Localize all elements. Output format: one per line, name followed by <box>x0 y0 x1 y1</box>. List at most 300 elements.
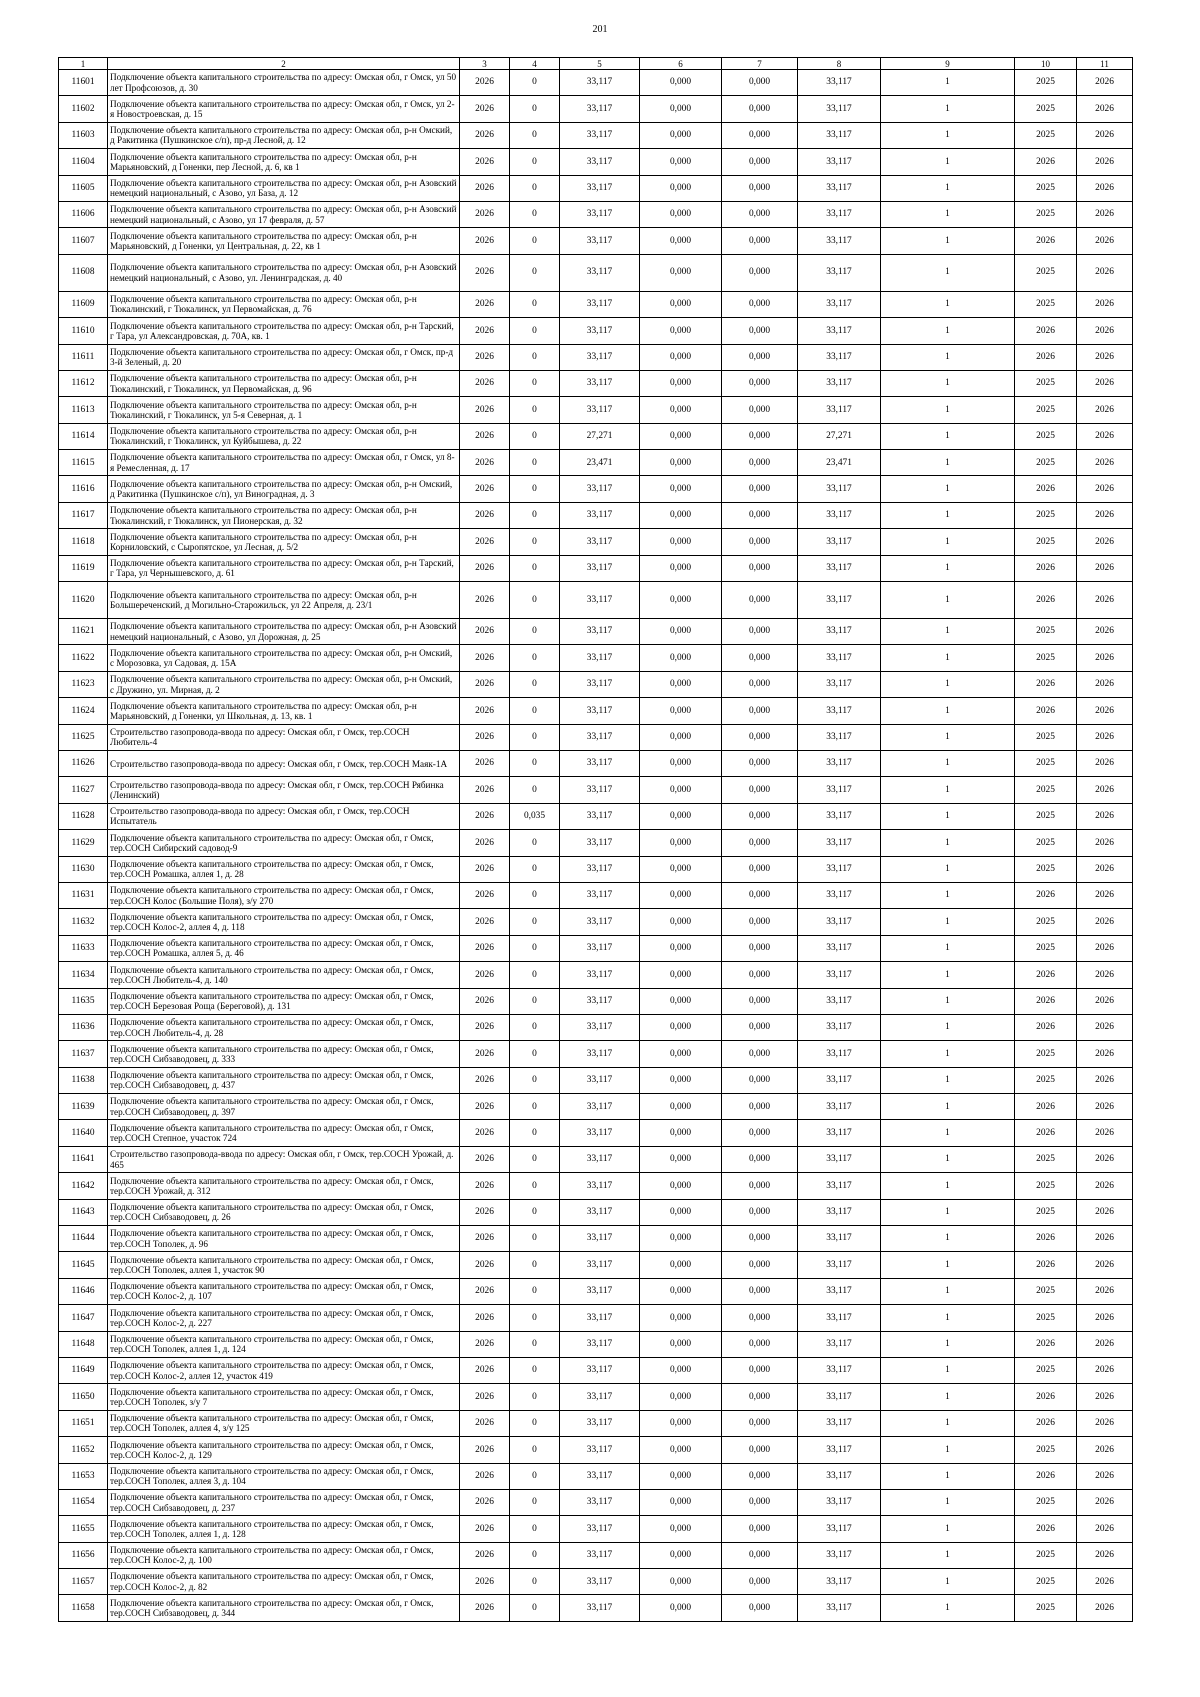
col6-cell: 0,000 <box>640 1252 722 1278</box>
col11-cell: 2026 <box>1077 645 1133 671</box>
col10-cell: 2025 <box>1015 201 1077 227</box>
table-row <box>59 1569 1133 1595</box>
col7-cell: 0,000 <box>722 1014 798 1040</box>
col6-cell: 0,000 <box>640 370 722 396</box>
row-number-cell: 11632 <box>59 909 108 935</box>
row-number-cell: 11633 <box>59 935 108 961</box>
col8-cell: 33,117 <box>798 1489 881 1515</box>
col8-cell: 33,117 <box>798 645 881 671</box>
col6-cell: 0,000 <box>640 397 722 423</box>
col8-cell: 33,117 <box>798 397 881 423</box>
col11-cell: 2026 <box>1077 1516 1133 1542</box>
description-cell: Подключение объекта капитального строительства по адресу: Омская обл, г Омск, тер.СОСН Любитель-4, д. 28 <box>108 1014 460 1040</box>
row-number-cell: 11636 <box>59 1014 108 1040</box>
col3-cell: 2026 <box>460 96 510 122</box>
col9-cell: 1 <box>881 830 1015 856</box>
col6-cell: 0,000 <box>640 724 722 750</box>
col6-cell: 0,000 <box>640 1173 722 1199</box>
col7-cell: 0,000 <box>722 803 798 829</box>
col9-cell: 1 <box>881 555 1015 581</box>
col9-cell: 1 <box>881 175 1015 201</box>
col8-cell: 33,117 <box>798 1146 881 1172</box>
col7-cell: 0,000 <box>722 175 798 201</box>
col10-cell: 2025 <box>1015 397 1077 423</box>
col4-cell: 0 <box>510 555 560 581</box>
table-row <box>59 1410 1133 1436</box>
table-row <box>59 1226 1133 1252</box>
row-number-cell: 11641 <box>59 1146 108 1172</box>
col5-cell: 33,117 <box>560 1463 640 1489</box>
description-cell: Подключение объекта капитального строительства по адресу: Омская обл, р-н Марьяновский, д Гоненки, пер Лесной, д. 6, кв 1 <box>108 149 460 175</box>
description-cell: Подключение объекта капитального строительства по адресу: Омская обл, г Омск, тер.СОСН Тополек, аллея 1, д. 124 <box>108 1331 460 1357</box>
col11-cell: 2026 <box>1077 254 1133 291</box>
col11-cell: 2026 <box>1077 777 1133 803</box>
column-number: 8 <box>798 58 881 70</box>
col6-cell: 0,000 <box>640 1278 722 1304</box>
table-row <box>59 1120 1133 1146</box>
col5-cell: 33,117 <box>560 1146 640 1172</box>
col6-cell: 0,000 <box>640 318 722 344</box>
col3-cell: 2026 <box>460 344 510 370</box>
col11-cell: 2026 <box>1077 830 1133 856</box>
table-row <box>59 423 1133 449</box>
col4-cell: 0 <box>510 201 560 227</box>
col4-cell: 0 <box>510 1120 560 1146</box>
description-cell: Строительство газопровода-ввода по адресу: Омская обл, г Омск, тер.СОСН Маяк-1А <box>108 750 460 776</box>
table-row <box>59 724 1133 750</box>
col10-cell: 2026 <box>1015 1014 1077 1040</box>
col6-cell: 0,000 <box>640 70 722 96</box>
col3-cell: 2026 <box>460 1173 510 1199</box>
col9-cell: 1 <box>881 122 1015 148</box>
row-number-cell: 11619 <box>59 555 108 581</box>
col9-cell: 1 <box>881 1014 1015 1040</box>
col4-cell: 0 <box>510 582 560 619</box>
col5-cell: 33,117 <box>560 1278 640 1304</box>
row-number-cell: 11628 <box>59 803 108 829</box>
col11-cell: 2026 <box>1077 397 1133 423</box>
col6-cell: 0,000 <box>640 882 722 908</box>
col11-cell: 2026 <box>1077 1041 1133 1067</box>
table-row <box>59 1542 1133 1568</box>
col3-cell: 2026 <box>460 397 510 423</box>
description-cell: Подключение объекта капитального строительства по адресу: Омская обл, р-н Тарский, г Тара, ул Александровская, д. 70А, кв. 1 <box>108 318 460 344</box>
col8-cell: 33,117 <box>798 122 881 148</box>
col3-cell: 2026 <box>460 582 510 619</box>
col6-cell: 0,000 <box>640 502 722 528</box>
col11-cell: 2026 <box>1077 96 1133 122</box>
col5-cell: 33,117 <box>560 882 640 908</box>
col9-cell: 1 <box>881 619 1015 645</box>
row-number-cell: 11613 <box>59 397 108 423</box>
col7-cell: 0,000 <box>722 856 798 882</box>
col7-cell: 0,000 <box>722 1331 798 1357</box>
col10-cell: 2025 <box>1015 254 1077 291</box>
col6-cell: 0,000 <box>640 175 722 201</box>
col8-cell: 27,271 <box>798 423 881 449</box>
column-number: 9 <box>881 58 1015 70</box>
col5-cell: 33,117 <box>560 935 640 961</box>
col8-cell: 33,117 <box>798 1173 881 1199</box>
col8-cell: 33,117 <box>798 1305 881 1331</box>
row-number-cell: 11646 <box>59 1278 108 1304</box>
col7-cell: 0,000 <box>722 582 798 619</box>
col3-cell: 2026 <box>460 1252 510 1278</box>
table-row <box>59 318 1133 344</box>
table-row <box>59 803 1133 829</box>
col10-cell: 2026 <box>1015 962 1077 988</box>
col7-cell: 0,000 <box>722 830 798 856</box>
description-cell: Подключение объекта капитального строительства по адресу: Омская обл, г Омск, тер.СОСН Колос-2, д. 82 <box>108 1569 460 1595</box>
col8-cell: 33,117 <box>798 476 881 502</box>
row-number-cell: 11658 <box>59 1595 108 1621</box>
col5-cell: 33,117 <box>560 1569 640 1595</box>
col4-cell: 0 <box>510 175 560 201</box>
col7-cell: 0,000 <box>722 1252 798 1278</box>
col4-cell: 0 <box>510 962 560 988</box>
col7-cell: 0,000 <box>722 1384 798 1410</box>
col8-cell: 33,117 <box>798 1331 881 1357</box>
register-table <box>58 57 1133 1622</box>
row-number-cell: 11624 <box>59 698 108 724</box>
description-cell: Строительство газопровода-ввода по адресу: Омская обл, г Омск, тер.СОСН Испытатель <box>108 803 460 829</box>
col4-cell: 0 <box>510 830 560 856</box>
col10-cell: 2025 <box>1015 370 1077 396</box>
col3-cell: 2026 <box>460 1357 510 1383</box>
col8-cell: 33,117 <box>798 882 881 908</box>
col9-cell: 1 <box>881 476 1015 502</box>
col10-cell: 2025 <box>1015 1067 1077 1093</box>
col6-cell: 0,000 <box>640 1199 722 1225</box>
column-number: 6 <box>640 58 722 70</box>
row-number-cell: 11640 <box>59 1120 108 1146</box>
row-number-cell: 11656 <box>59 1542 108 1568</box>
col8-cell: 33,117 <box>798 1199 881 1225</box>
col6-cell: 0,000 <box>640 856 722 882</box>
table-row <box>59 397 1133 423</box>
col11-cell: 2026 <box>1077 1173 1133 1199</box>
col4-cell: 0,035 <box>510 803 560 829</box>
col4-cell: 0 <box>510 70 560 96</box>
col3-cell: 2026 <box>460 1146 510 1172</box>
description-cell: Подключение объекта капитального строительства по адресу: Омская обл, р-н Марьяновский, д Гоненки, ул Центральная, д. 22, кв 1 <box>108 228 460 254</box>
col7-cell: 0,000 <box>722 1569 798 1595</box>
col7-cell: 0,000 <box>722 122 798 148</box>
col5-cell: 33,117 <box>560 555 640 581</box>
row-number-cell: 11612 <box>59 370 108 396</box>
col3-cell: 2026 <box>460 555 510 581</box>
col7-cell: 0,000 <box>722 318 798 344</box>
col3-cell: 2026 <box>460 619 510 645</box>
col7-cell: 0,000 <box>722 1067 798 1093</box>
col10-cell: 2026 <box>1015 476 1077 502</box>
col3-cell: 2026 <box>460 502 510 528</box>
col5-cell: 33,117 <box>560 909 640 935</box>
col7-cell: 0,000 <box>722 96 798 122</box>
col9-cell: 1 <box>881 1120 1015 1146</box>
description-cell: Подключение объекта капитального строительства по адресу: Омская обл, р-н Большереченский, д Могильно-Старожильск, ул 22 Апреля, д. 23/1 <box>108 582 460 619</box>
col9-cell: 1 <box>881 318 1015 344</box>
col3-cell: 2026 <box>460 1067 510 1093</box>
col3-cell: 2026 <box>460 1542 510 1568</box>
row-number-cell: 11645 <box>59 1252 108 1278</box>
col4-cell: 0 <box>510 1094 560 1120</box>
col3-cell: 2026 <box>460 175 510 201</box>
col4-cell: 0 <box>510 450 560 476</box>
table-row <box>59 201 1133 227</box>
col3-cell: 2026 <box>460 1014 510 1040</box>
col11-cell: 2026 <box>1077 1252 1133 1278</box>
col7-cell: 0,000 <box>722 935 798 961</box>
table-body <box>59 58 1133 1622</box>
description-cell: Подключение объекта капитального строительства по адресу: Омская обл, г Омск, тер.СОСН Сибзаводовец, д. 333 <box>108 1041 460 1067</box>
col10-cell: 2026 <box>1015 1120 1077 1146</box>
col10-cell: 2025 <box>1015 70 1077 96</box>
col7-cell: 0,000 <box>722 476 798 502</box>
col3-cell: 2026 <box>460 1094 510 1120</box>
description-cell: Подключение объекта капитального строительства по адресу: Омская обл, р-н Марьяновский, д Гоненки, ул Школьная, д. 13, кв. 1 <box>108 698 460 724</box>
table-row <box>59 909 1133 935</box>
col8-cell: 33,117 <box>798 555 881 581</box>
col9-cell: 1 <box>881 502 1015 528</box>
col4-cell: 0 <box>510 1569 560 1595</box>
table-row <box>59 1331 1133 1357</box>
description-cell: Подключение объекта капитального строительства по адресу: Омская обл, р-н Омский, с Дружино, ул. Мирная, д. 2 <box>108 671 460 697</box>
description-cell: Подключение объекта капитального строительства по адресу: Омская обл, г Омск, ул 2-я Новостроевская, д. 15 <box>108 96 460 122</box>
col7-cell: 0,000 <box>722 645 798 671</box>
col7-cell: 0,000 <box>722 988 798 1014</box>
col4-cell: 0 <box>510 1014 560 1040</box>
col5-cell: 33,117 <box>560 175 640 201</box>
row-number-cell: 11651 <box>59 1410 108 1436</box>
col3-cell: 2026 <box>460 149 510 175</box>
col4-cell: 0 <box>510 254 560 291</box>
col3-cell: 2026 <box>460 1278 510 1304</box>
col11-cell: 2026 <box>1077 724 1133 750</box>
col9-cell: 1 <box>881 724 1015 750</box>
col7-cell: 0,000 <box>722 619 798 645</box>
col6-cell: 0,000 <box>640 423 722 449</box>
col9-cell: 1 <box>881 777 1015 803</box>
table-row <box>59 750 1133 776</box>
col3-cell: 2026 <box>460 201 510 227</box>
col6-cell: 0,000 <box>640 619 722 645</box>
col10-cell: 2025 <box>1015 291 1077 317</box>
col10-cell: 2026 <box>1015 228 1077 254</box>
col7-cell: 0,000 <box>722 777 798 803</box>
col4-cell: 0 <box>510 619 560 645</box>
row-number-cell: 11643 <box>59 1199 108 1225</box>
col10-cell: 2025 <box>1015 1542 1077 1568</box>
col4-cell: 0 <box>510 1173 560 1199</box>
col5-cell: 33,117 <box>560 1094 640 1120</box>
row-number-cell: 11631 <box>59 882 108 908</box>
row-number-cell: 11604 <box>59 149 108 175</box>
col4-cell: 0 <box>510 988 560 1014</box>
row-number-cell: 11657 <box>59 1569 108 1595</box>
col5-cell: 33,117 <box>560 1595 640 1621</box>
col9-cell: 1 <box>881 698 1015 724</box>
col11-cell: 2026 <box>1077 1384 1133 1410</box>
col8-cell: 33,117 <box>798 1516 881 1542</box>
col11-cell: 2026 <box>1077 1146 1133 1172</box>
col4-cell: 0 <box>510 1410 560 1436</box>
col8-cell: 33,117 <box>798 1357 881 1383</box>
col7-cell: 0,000 <box>722 1542 798 1568</box>
column-number: 7 <box>722 58 798 70</box>
col4-cell: 0 <box>510 1357 560 1383</box>
col3-cell: 2026 <box>460 935 510 961</box>
col6-cell: 0,000 <box>640 122 722 148</box>
col5-cell: 33,117 <box>560 671 640 697</box>
col11-cell: 2026 <box>1077 582 1133 619</box>
col11-cell: 2026 <box>1077 882 1133 908</box>
description-cell: Подключение объекта капитального строительства по адресу: Омская обл, г Омск, тер.СОСН Колос-2, аллея 4, д. 118 <box>108 909 460 935</box>
col8-cell: 33,117 <box>798 1542 881 1568</box>
description-cell: Подключение объекта капитального строительства по адресу: Омская обл, г Омск, тер.СОСН Колос (Большие Поля), з/у 270 <box>108 882 460 908</box>
col3-cell: 2026 <box>460 1516 510 1542</box>
col5-cell: 33,117 <box>560 318 640 344</box>
col8-cell: 33,117 <box>798 830 881 856</box>
col8-cell: 33,117 <box>798 318 881 344</box>
col5-cell: 33,117 <box>560 1542 640 1568</box>
col3-cell: 2026 <box>460 1410 510 1436</box>
col10-cell: 2025 <box>1015 645 1077 671</box>
col5-cell: 33,117 <box>560 122 640 148</box>
col10-cell: 2026 <box>1015 1094 1077 1120</box>
description-cell: Подключение объекта капитального строительства по адресу: Омская обл, г Омск, тер.СОСН Тополек, аллея 1, д. 128 <box>108 1516 460 1542</box>
description-cell: Строительство газопровода-ввода по адресу: Омская обл, г Омск, тер.СОСН Урожай, д. 465 <box>108 1146 460 1172</box>
col9-cell: 1 <box>881 1067 1015 1093</box>
col10-cell: 2025 <box>1015 619 1077 645</box>
description-cell: Подключение объекта капитального строительства по адресу: Омская обл, г Омск, ул 8-я Ремесленная, д. 17 <box>108 450 460 476</box>
col5-cell: 33,117 <box>560 254 640 291</box>
col4-cell: 0 <box>510 423 560 449</box>
col5-cell: 33,117 <box>560 1489 640 1515</box>
table-row <box>59 882 1133 908</box>
col3-cell: 2026 <box>460 803 510 829</box>
col5-cell: 33,117 <box>560 1410 640 1436</box>
col3-cell: 2026 <box>460 291 510 317</box>
col6-cell: 0,000 <box>640 1542 722 1568</box>
description-cell: Подключение объекта капитального строительства по адресу: Омская обл, г Омск, тер.СОСН Сибзаводовец, д. 26 <box>108 1199 460 1225</box>
col11-cell: 2026 <box>1077 1463 1133 1489</box>
description-cell: Подключение объекта капитального строительства по адресу: Омская обл, р-н Омский, д Ракитинка (Пушкинское с/п), пр-д Лесной, д. 12 <box>108 122 460 148</box>
col5-cell: 33,117 <box>560 96 640 122</box>
col8-cell: 33,117 <box>798 988 881 1014</box>
col4-cell: 0 <box>510 1278 560 1304</box>
col11-cell: 2026 <box>1077 1278 1133 1304</box>
col5-cell: 33,117 <box>560 228 640 254</box>
col11-cell: 2026 <box>1077 228 1133 254</box>
col7-cell: 0,000 <box>722 1595 798 1621</box>
description-cell: Подключение объекта капитального строительства по адресу: Омская обл, г Омск, тер.СОСН Тополек, аллея 1, участок 90 <box>108 1252 460 1278</box>
row-number-cell: 11627 <box>59 777 108 803</box>
col7-cell: 0,000 <box>722 750 798 776</box>
description-cell: Подключение объекта капитального строительства по адресу: Омская обл, р-н Тюкалинский, г Тюкалинск, ул Пионерская, д. 32 <box>108 502 460 528</box>
col4-cell: 0 <box>510 1516 560 1542</box>
col11-cell: 2026 <box>1077 1357 1133 1383</box>
description-cell: Подключение объекта капитального строительства по адресу: Омская обл, г Омск, тер.СОСН Колос-2, д. 227 <box>108 1305 460 1331</box>
col6-cell: 0,000 <box>640 96 722 122</box>
col9-cell: 1 <box>881 70 1015 96</box>
col11-cell: 2026 <box>1077 1305 1133 1331</box>
description-cell: Подключение объекта капитального строительства по адресу: Омская обл, р-н Омский, д Ракитинка (Пушкинское с/п), ул Виноградная, д. 3 <box>108 476 460 502</box>
col5-cell: 33,117 <box>560 698 640 724</box>
col7-cell: 0,000 <box>722 724 798 750</box>
col11-cell: 2026 <box>1077 1595 1133 1621</box>
col4-cell: 0 <box>510 1146 560 1172</box>
col10-cell: 2025 <box>1015 96 1077 122</box>
col9-cell: 1 <box>881 962 1015 988</box>
col10-cell: 2025 <box>1015 1489 1077 1515</box>
col6-cell: 0,000 <box>640 1384 722 1410</box>
col4-cell: 0 <box>510 1542 560 1568</box>
col5-cell: 33,117 <box>560 856 640 882</box>
col5-cell: 33,117 <box>560 344 640 370</box>
col6-cell: 0,000 <box>640 201 722 227</box>
description-cell: Подключение объекта капитального строительства по адресу: Омская обл, г Омск, тер.СОСН Сибзаводовец, д. 344 <box>108 1595 460 1621</box>
col11-cell: 2026 <box>1077 122 1133 148</box>
col11-cell: 2026 <box>1077 803 1133 829</box>
col9-cell: 1 <box>881 291 1015 317</box>
table-row <box>59 1357 1133 1383</box>
col10-cell: 2025 <box>1015 1173 1077 1199</box>
table-row <box>59 291 1133 317</box>
col10-cell: 2026 <box>1015 1252 1077 1278</box>
col9-cell: 1 <box>881 935 1015 961</box>
row-number-cell: 11615 <box>59 450 108 476</box>
row-number-cell: 11637 <box>59 1041 108 1067</box>
col8-cell: 33,117 <box>798 291 881 317</box>
col6-cell: 0,000 <box>640 582 722 619</box>
col8-cell: 33,117 <box>798 935 881 961</box>
table-row <box>59 370 1133 396</box>
col4-cell: 0 <box>510 724 560 750</box>
col8-cell: 33,117 <box>798 777 881 803</box>
col8-cell: 33,117 <box>798 909 881 935</box>
col3-cell: 2026 <box>460 856 510 882</box>
col8-cell: 33,117 <box>798 698 881 724</box>
row-number-cell: 11630 <box>59 856 108 882</box>
col8-cell: 33,117 <box>798 1226 881 1252</box>
row-number-cell: 11603 <box>59 122 108 148</box>
col6-cell: 0,000 <box>640 1226 722 1252</box>
col8-cell: 33,117 <box>798 1595 881 1621</box>
column-number: 3 <box>460 58 510 70</box>
table-row <box>59 962 1133 988</box>
col7-cell: 0,000 <box>722 70 798 96</box>
row-number-cell: 11648 <box>59 1331 108 1357</box>
col8-cell: 33,117 <box>798 671 881 697</box>
col5-cell: 33,117 <box>560 830 640 856</box>
table-row <box>59 344 1133 370</box>
row-number-cell: 11634 <box>59 962 108 988</box>
col9-cell: 1 <box>881 1489 1015 1515</box>
col8-cell: 33,117 <box>798 149 881 175</box>
table-row <box>59 988 1133 1014</box>
col10-cell: 2026 <box>1015 1226 1077 1252</box>
description-cell: Подключение объекта капитального строительства по адресу: Омская обл, г Омск, пр-д 3-й Зеленый, д. 20 <box>108 344 460 370</box>
col11-cell: 2026 <box>1077 1120 1133 1146</box>
col4-cell: 0 <box>510 777 560 803</box>
row-number-cell: 11618 <box>59 529 108 555</box>
description-cell: Строительство газопровода-ввода по адресу: Омская обл, г Омск, тер.СОСН Рябинка (Ленинский) <box>108 777 460 803</box>
col5-cell: 33,117 <box>560 529 640 555</box>
col9-cell: 1 <box>881 988 1015 1014</box>
col9-cell: 1 <box>881 1146 1015 1172</box>
col4-cell: 0 <box>510 1331 560 1357</box>
